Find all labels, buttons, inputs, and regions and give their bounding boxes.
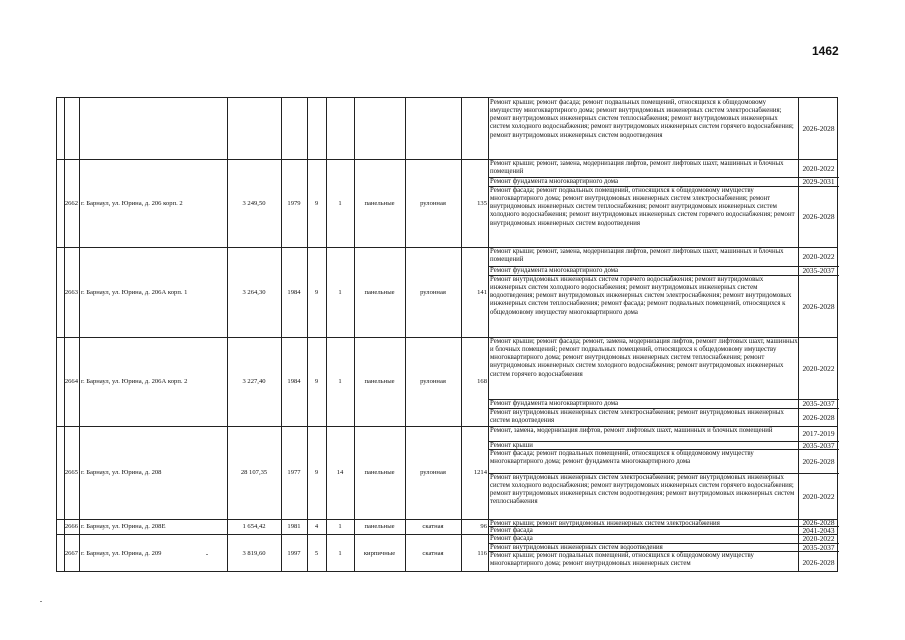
row-num: 2664 (64, 378, 78, 385)
row-area: 3 249,50 (242, 199, 266, 207)
row-entrances: 1 (338, 550, 342, 557)
row-residents (462, 98, 487, 159)
row-residents: 96 (480, 523, 487, 530)
row-roof: рулонная (420, 378, 446, 385)
row-year: 1979 (287, 199, 301, 207)
work-period: 2020-2022 (802, 163, 835, 173)
row-walls (355, 98, 404, 159)
row-num (57, 98, 79, 159)
row-num: 2666 (64, 523, 78, 530)
work-description: Ремонт крыши; ремонт внутридомовых инженерных систем электроснабжения (490, 519, 720, 526)
row-residents: 168 (477, 378, 487, 385)
row-walls: панельные (364, 469, 395, 476)
work-period: 2020-2022 (802, 252, 835, 261)
work-period: 2026-2028 (802, 412, 835, 422)
work-description: Ремонт крыши (490, 441, 533, 449)
row-num: 2663 (64, 288, 78, 296)
row-area: 1 654,42 (242, 523, 266, 530)
row-floors (308, 98, 325, 159)
row-walls: панельные (364, 523, 395, 530)
row-walls: кирпичные (363, 550, 396, 557)
work-period: 2026-2028 (802, 456, 835, 466)
work-description: Ремонт фундамента многоквартирного дома (490, 399, 619, 407)
row-area: 28 107,35 (240, 469, 268, 476)
row-address: г. Барнаул, ул. Юрина, д. 206 корп. 2 (81, 199, 183, 207)
row-walls: панельные (364, 199, 395, 207)
row-entrances (327, 98, 353, 159)
row-address: г. Барнаул, ул. Юрина, д. 206А корп. 2 (81, 378, 188, 385)
work-description: Ремонт фасада (490, 526, 533, 534)
work-period: 2020-2022 (802, 363, 835, 373)
row-roof (406, 98, 460, 159)
row-floors: 5 (314, 550, 319, 557)
row-area (228, 98, 280, 159)
work-description: Ремонт внутридомовых инженерных систем горячего водоснабжения; ремонт внутридомовых инженерных систем холодного водоснабжения; ремонт внутридомовых инженерных систем водоотведения; ремонт внутридомовых инженерных систем электроснабжения; ремонт внутридомовых инженерных систем теплоснабжения; ремонт фасада; ремонт подвальных помещений, относящихся к общедомовому имуществу многоквартирного дома (490, 275, 792, 316)
row-roof: скатная (422, 523, 444, 530)
work-period: 2035-2037 (802, 440, 835, 450)
work-description: Ремонт внутридомовых инженерных систем водоотведения (490, 543, 663, 551)
work-period: 2026-2028 (802, 557, 835, 567)
row-floors: 9 (314, 378, 319, 385)
work-description: Ремонт крыши; ремонт фасада; ремонт подвальных помещений, относящихся к общедомовому имуществу многоквартирного дома; ремонт внутридомовых инженерных систем электроснабжения; ремонт внутридомовых инженерных систем теплоснабжения; ремонт внутридомовых инженерных систем холодного водоснабжения; ремонт внутридомовых инженерных систем горячего водоснабжения; ремонт внутридомовых инженерных систем водоотведения (490, 98, 794, 139)
row-year: 1977 (287, 469, 301, 476)
work-period: 2020-2022 (802, 534, 835, 543)
row-residents: 116 (477, 550, 487, 557)
row-area: 3 819,60 (242, 550, 266, 557)
work-period: 2026-2028 (802, 212, 835, 221)
row-roof: рулонная (420, 469, 446, 476)
work-description: Ремонт крыши; ремонт, замена, модернизация лифтов, ремонт лифтовых шахт, машинных и блочных помещений (490, 247, 784, 263)
row-entrances: 14 (336, 469, 344, 476)
work-description: Ремонт крыши; ремонт фасада; ремонт, замена, модернизация лифтов, ремонт лифтовых шахт, машинных и блочных помещений; ремонт подвальных помещений, относящихся к общедомовому имуществу многоквартирного дома; ремонт внутридомовых инженерных систем теплоснабжения; ремонт внутридомовых инженерных систем холодного водоснабжения; ремонт внутридомовых инженерных систем горячего водоснабжения (490, 337, 798, 378)
row-area: 3 264,30 (242, 288, 266, 296)
capital-repair-table (56, 97, 838, 572)
work-period: 2041-2043 (802, 525, 835, 535)
row-year: 1984 (287, 378, 301, 385)
row-floors: 4 (314, 523, 319, 530)
row-address (80, 98, 227, 159)
work-description: Ремонт крыши; ремонт подвальных помещений, относящихся к общедомовому имуществу многоквартирного дома; ремонт внутридомовых инженерных систем (490, 551, 754, 567)
row-num: 2667 (64, 550, 78, 557)
row-entrances: 1 (338, 288, 342, 296)
row-address: г. Барнаул, ул. Юрина, д. 209 (81, 550, 162, 557)
row-num: 2662 (64, 199, 78, 207)
row-floors: 9 (314, 199, 319, 207)
row-floors: 9 (314, 469, 319, 476)
work-period: 2017-2019 (802, 429, 835, 438)
row-year (282, 98, 306, 159)
work-description: Ремонт фундамента многоквартирного дома (490, 266, 619, 274)
row-area: 3 227,40 (242, 378, 266, 385)
work-description: Ремонт внутридомовых инженерных систем электроснабжения; ремонт внутридомовых инженерных систем холодного водоснабжения; ремонт внутридомовых инженерных систем горячего водоснабжения; ремонт внутридомовых инженерных систем водоотведения; ремонт внутридомовых инженерных систем теплоснабжения (490, 473, 795, 506)
work-description: Ремонт фасада (490, 534, 533, 542)
row-num: 2665 (64, 469, 78, 476)
row-walls: панельные (364, 288, 395, 296)
row-roof: рулонная (420, 199, 446, 207)
row-residents: 141 (477, 288, 487, 296)
scan-speck (206, 554, 208, 555)
row-walls: панельные (364, 378, 395, 385)
work-period: 2026-2028 (802, 124, 835, 133)
row-address: г. Барнаул, ул. Юрина, д. 208 (81, 469, 162, 476)
work-description: Ремонт фасада; ремонт подвальных помещений, относящихся к общедомовому имуществу многоквартирного дома; ремонт внутридомовых инженерных систем электроснабжения; ремонт внутридомовых инженерных систем теплоснабжения; ремонт внутридомовых инженерных систем холодного водоснабжения; ремонт внутридомовых инженерных систем горячего водоснабжения; ремонт внутридомовых инженерных систем водоотведения (490, 186, 795, 227)
scan-speck (40, 601, 42, 602)
row-roof: скатная (422, 550, 444, 557)
row-address: г. Барнаул, ул. Юрина, д. 208Е (81, 523, 166, 530)
work-period: 2020-2022 (802, 491, 835, 501)
work-period: 2026-2028 (802, 301, 835, 311)
row-entrances: 1 (338, 199, 342, 207)
work-description: Ремонт, замена, модернизация лифтов, ремонт лифтовых шахт, машинных и блочных помещений (490, 426, 773, 434)
work-period: 2035-2037 (802, 266, 835, 275)
work-period: 2026-2028 (802, 518, 835, 527)
work-description: Ремонт фундамента многоквартирного дома (490, 177, 619, 185)
row-year: 1984 (287, 288, 301, 296)
row-residents: 1214 (473, 469, 487, 476)
work-period: 2029-2031 (802, 177, 835, 186)
row-year: 1981 (287, 523, 301, 530)
row-address: г. Барнаул, ул. Юрина, д. 206А корп. 1 (81, 288, 188, 296)
row-year: 1997 (287, 550, 301, 557)
work-period: 2035-2037 (802, 399, 835, 408)
work-description: Ремонт фасада; ремонт подвальных помещений, относящихся к общедомовому имуществу многоквартирного дома; ремонт фундамента многоквартирного дома (490, 449, 754, 465)
row-entrances: 1 (338, 523, 342, 530)
row-floors: 9 (314, 288, 319, 296)
row-entrances: 1 (338, 378, 342, 385)
row-residents: 135 (477, 199, 487, 207)
work-description: Ремонт крыши; ремонт, замена, модернизация лифтов, ремонт лифтовых шахт, машинных и блочных помещений (490, 159, 784, 175)
row-roof: рулонная (420, 288, 446, 296)
work-period: 2035-2037 (802, 542, 835, 552)
work-description: Ремонт внутридомовых инженерных систем электроснабжения; ремонт внутридомовых инженерных систем водоотведения (490, 408, 784, 424)
page-number: 1462 (812, 44, 839, 58)
